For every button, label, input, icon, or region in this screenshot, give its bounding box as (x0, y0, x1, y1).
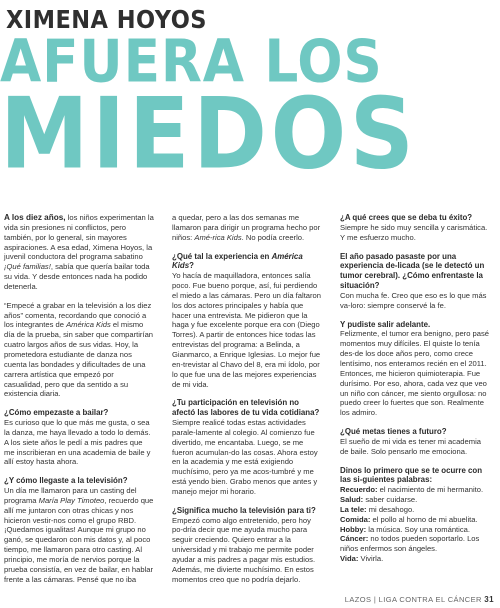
page-number: 31 (484, 595, 494, 604)
answer-paragraph: Felizmente, el tumor era benigno, pero pasé momentos muy difíciles. El quiste lo tenía des-de los doce años pero, como crece lentísimo, nos enteramos recién en el 2011. Entonces, me hicieron quimioterapia. Fue durísimo. Por eso, ahora, cada vez que veo un niño con cáncer, me siento orgullosa: no puedo creer lo fuertes que son. Realmente los admiro. (340, 329, 490, 418)
list-item: Vida: Vivirla. (340, 554, 384, 564)
answer-paragraph: El sueño de mi vida es tener mi academia de baile. Solo pensarlo me emociona. (340, 436, 481, 456)
question-heading: ¿Significa mucho la televisión para ti? (172, 505, 316, 515)
interviewee-name: XIMENA HOYOS (6, 5, 207, 34)
intro-paragraph: A los diez años, los niños experimentan la vida sin presiones ni conflictos, pero también, por lo general, sin mayores aspiraciones. A esa edad, Ximena Hoyos, la juvenil conductora del programa sabatino ¡Qué familias!, sabía que quería bailar toda su vida. Y desde entonces nada ha podido detenerla. (4, 213, 154, 291)
answer-paragraph: Con mucha fe. Creo que eso es lo que más va-loro: siempre conservé la fe. (340, 290, 487, 310)
question-heading: ¿A qué crees que se deba tu éxito? (340, 213, 473, 222)
article-column-3 (340, 213, 490, 564)
answer-paragraph: Siempre he sido muy sencilla y carismática. Y me esfuerzo mucho. (340, 222, 488, 242)
question-heading: Y pudiste salir adelante. (340, 319, 431, 329)
intro-paragraph-2: “Empecé a grabar en la televisión a los diez años” comenta, recordando que conoció a los integrantes de América Kids el mismo día de la prueba, sin saber que compartirían cuatro largos años de sus vidas. Hoy, la prometedora estudiante de danza nos cuenta las bondades y dificultades de una carrera artística que empezó por casualidad, pero que da sentido a su existencia diaria. (4, 300, 154, 399)
question-heading: ¿Qué metas tienes a futuro? (340, 427, 447, 437)
page-footer (345, 595, 494, 604)
question-heading: ¿Qué tal la experiencia en América Kids? (172, 251, 303, 271)
answer-paragraph: a quedar, pero a las dos semanas me llamaron para dirigir un programa hecho por niños: Amé-rica Kids. No podía creerlo. (172, 213, 321, 242)
headline-line-2: MIEDOS (0, 76, 418, 191)
publication-name: LAZOS | LIGA CONTRA EL CÁNCER (344, 595, 482, 604)
question-heading: ¿Y cómo llegaste a la televisión? (4, 476, 128, 486)
answer-paragraph: Un día me llamaron para un casting del programa María Play Timoteo, recuerdo que allí me juntaron con otras chicas y nos hicieron vestir-nos como el grupo RBD. ¡Quedamos igualitas! Aunque mi grupo no ganó, se quedaron con mis datos y, al poco tiempo, me llamaron para otro casting. Al principio, me moría de nervios porque la prueba consistía, en vez de bailar, en hablar frente a las cámaras. Pensé que no iba (4, 486, 154, 584)
list-item: Cáncer: no todos pueden soportarlo. Los niños enfermos son ángeles. (340, 534, 480, 554)
question-heading: Dinos lo primero que se te ocurre con las si-guientes palabras: (340, 465, 483, 485)
list-item: La tele: mi desahogo. (340, 504, 415, 514)
article-column-2 (172, 213, 322, 594)
article-column-1 (4, 213, 154, 594)
list-item: Comida: el pollo al horno de mi abuelita. (340, 514, 478, 524)
answer-paragraph: Yo hacía de maquilladora, entonces salía poco. Fue bueno porque, así, fui perdiendo el miedo a las cámaras. Pero un día faltaron los dos actores principales y había que hacer una entrevista. Me pidieron que la haga y fue excelente porque era con (Diego Torres). A partir de entonces hice todas las entrevistas del programa: a Belinda, a Gianmarco, a Enrique Iglesias. Lo mejor fue en-trevistar al Chavo del 8, era mi ídolo, por lo que fue una de las mejores experiencias de mi vida. (172, 271, 322, 389)
word-association-list (340, 485, 490, 564)
list-item: Recuerdo: el nacimiento de mi hermanito. (340, 485, 484, 495)
answer-paragraph: Empezó como algo entretenido, pero hoy po-dría decir que me ayuda mucho para seguir creciendo. Quiero entrar a la universidad y mi trabajo me permite poder ayudar a mis padres a pagar mis estudios. Además, me divierte muchísimo. En estos momentos creo que no podría dejarlo. (172, 515, 316, 584)
list-item: Salud: saber cuidarse. (340, 495, 418, 505)
headline-line-1: AFUERA LOS (0, 26, 383, 96)
list-item: Hobby: la música. Soy una romántica. (340, 524, 470, 534)
question-heading: ¿Tu participación en televisión no afectó las labores de tu vida cotidiana? (172, 398, 320, 418)
answer-paragraph: Es curioso que lo que más me gusta, o sea la danza, me haya llevado a todo lo demás. A los siete años le pedí a mis padres que me inscribieran en una academia de baile y allí estoy hasta ahora. (4, 418, 151, 467)
question-heading: El año pasado pasaste por una experiencia de-licada (se le detectó un tumor cerebral). ¿Cómo enfrentaste la situación? (340, 251, 485, 291)
question-heading: ¿Cómo empezaste a bailar? (4, 408, 109, 418)
answer-paragraph: Siempre realicé todas estas actividades parale-lamente al colegio. Al comienzo fue divertido, me encantaba. Luego, se me fueron acumulan-do las cosas. Ahora estoy en la academia y me está exigiendo muchísimo, pero ya me acos-tumbré y me está yendo bien. Grabo menos que antes y manejo mejor mi horario. (172, 418, 318, 496)
